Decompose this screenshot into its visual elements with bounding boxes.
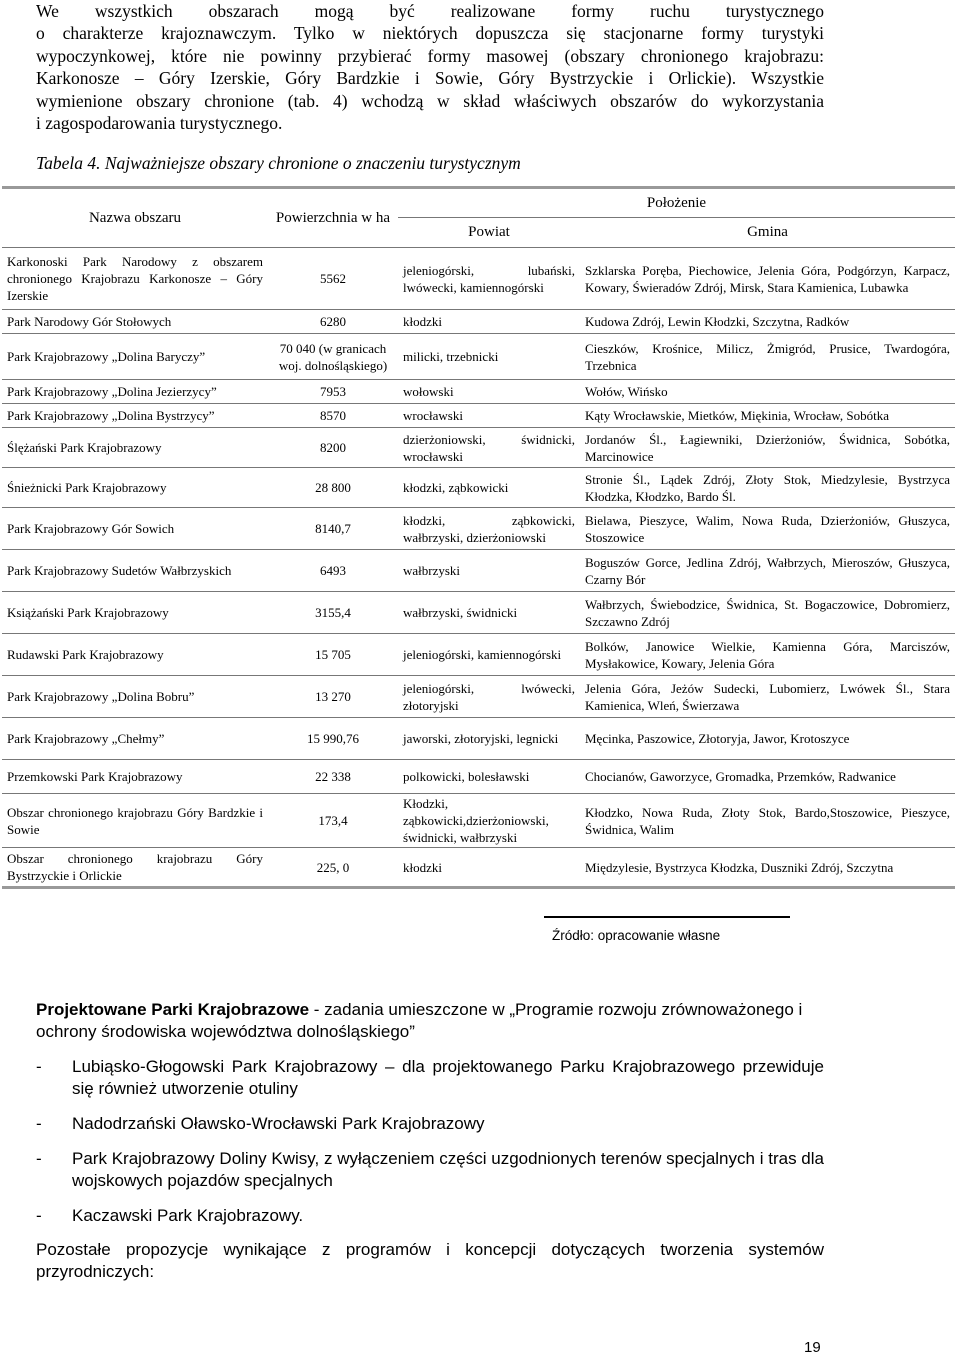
table-row — [2, 310, 955, 334]
cell-area-name: Śnieżnicki Park Krajobrazowy — [2, 468, 268, 508]
cell-area-size: 8200 — [268, 428, 398, 468]
source-note: Źródło: opracowanie własne — [552, 928, 721, 943]
cell-commune: Kłodzko, Nowa Ruda, Złoty Stok, Bardo,Stoszowice, Pieszyce, Świdnica, Walim — [580, 794, 955, 848]
cell-area-name: Przemkowski Park Krajobrazowy — [2, 760, 268, 794]
cell-area-size: 28 800 — [268, 468, 398, 508]
closing-line: przyrodniczych: — [36, 1262, 155, 1281]
table-row — [2, 468, 955, 508]
cell-area-size: 5562 — [268, 248, 398, 310]
cell-county: wołowski — [398, 380, 580, 404]
cell-area-size: 13 270 — [268, 676, 398, 718]
cell-area-size: 8570 — [268, 404, 398, 428]
cell-area-size: 15 990,76 — [268, 718, 398, 760]
cell-area-size: 6280 — [268, 310, 398, 334]
cell-county: wałbrzyski — [398, 550, 580, 592]
cell-area-name: Obszar chronionego krajobrazu Góry Bystrzyckie i Orlickie — [2, 848, 268, 888]
table-row — [2, 508, 955, 550]
table-row — [2, 794, 955, 848]
cell-county: jeleniogórski, kamiennogórski — [398, 634, 580, 676]
cell-county: jeleniogórski, lwówecki, złotoryjski — [398, 676, 580, 718]
header-commune: Gmina — [580, 218, 955, 248]
cell-county: dzierżoniowski, świdnicki, wrocławski — [398, 428, 580, 468]
cell-area-size: 70 040 (w granicach woj. dolnośląskiego) — [268, 334, 398, 380]
cell-commune: Międzylesie, Bystrzyca Kłodzka, Duszniki Zdrój, Szczytna — [580, 848, 955, 888]
cell-area-name: Park Krajobrazowy „Dolina Jezierzycy” — [2, 380, 268, 404]
cell-area-size: 22 338 — [268, 760, 398, 794]
intro-line: wypoczynkowej, które nie powinny przybierać formy masowej (obszary chronionego krajobrazu: — [36, 45, 824, 66]
page-number: 19 — [804, 1339, 821, 1356]
table-row — [2, 676, 955, 718]
cell-commune: Jelenia Góra, Jeżów Sudecki, Lubomierz, Lwówek Śl., Stara Kamienica, Wleń, Świerzawa — [580, 676, 955, 718]
protected-areas-table — [2, 186, 955, 889]
cell-area-name: Park Krajobrazowy „Dolina Bobru” — [2, 676, 268, 718]
list-item — [36, 1113, 824, 1137]
cell-area-size: 225, 0 — [268, 848, 398, 888]
cell-commune: Kąty Wrocławskie, Mietków, Miękinia, Wrocław, Sobótka — [580, 404, 955, 428]
table-row — [2, 404, 955, 428]
table-row — [2, 760, 955, 794]
cell-commune: Męcinka, Paszowice, Złotoryja, Jawor, Krotoszyce — [580, 718, 955, 760]
cell-county: wrocławski — [398, 404, 580, 428]
cell-commune: Cieszków, Krośnice, Milicz, Żmigród, Prusice, Twardogóra, Trzebnica — [580, 334, 955, 380]
cell-commune: Bolków, Janowice Wielkie, Kamienna Góra, Marciszów, Mysłakowice, Kowary, Jelenia Góra — [580, 634, 955, 676]
cell-area-name: Rudawski Park Krajobrazowy — [2, 634, 268, 676]
cell-area-size: 7953 — [268, 380, 398, 404]
cell-area-size: 6493 — [268, 550, 398, 592]
projected-parks-desc: - zadania umieszczone w „Programie rozwoju zrównoważonego i ochrony środowiska województwa dolnośląskiego” — [36, 1000, 803, 1041]
cell-commune: Jordanów Śl., Łagiewniki, Dzierżoniów, Świdnica, Sobótka, Marcinowice — [580, 428, 955, 468]
cell-county: jaworski, złotoryjski, legnicki — [398, 718, 580, 760]
cell-county: kłodzki, ząbkowicki, wałbrzyski, dzierżoniowski — [398, 508, 580, 550]
cell-commune: Stronie Śl., Lądek Zdrój, Złoty Stok, Miedzylesie, Bystrzyca Kłodzka, Kłodzko, Bardo Śl. — [580, 468, 955, 508]
table-row — [2, 592, 955, 634]
cell-commune: Wałbrzych, Świebodzice, Świdnica, St. Bogaczowice, Dobromierz, Szczawno Zdrój — [580, 592, 955, 634]
cell-area-name: Park Krajobrazowy „Dolina Bystrzycy” — [2, 404, 268, 428]
source-rule — [544, 916, 790, 918]
cell-area-name: Park Krajobrazowy „Chełmy” — [2, 718, 268, 760]
table-row — [2, 718, 955, 760]
intro-line: wymienione obszary chronione (tab. 4) wchodzą w skład właściwych obszarów do wykorzystania — [36, 90, 824, 111]
table-row — [2, 634, 955, 676]
list-dash: - — [36, 1206, 42, 1225]
cell-commune: Wołów, Wińsko — [580, 380, 955, 404]
cell-area-name: Park Narodowy Gór Stołowych — [2, 310, 268, 334]
cell-county: polkowicki, bolesławski — [398, 760, 580, 794]
cell-area-size: 8140,7 — [268, 508, 398, 550]
cell-area-size: 173,4 — [268, 794, 398, 848]
table-body — [2, 248, 955, 888]
projected-parks-title: Projektowane Parki Krajobrazowe — [36, 1000, 310, 1019]
cell-commune: Szklarska Poręba, Piechowice, Jelenia Góra, Podgórzyn, Karpacz, Kowary, Świeradów Zdrój, Mirsk, Stara Kamienica, Lubawka — [580, 248, 955, 310]
list-item-text: Nadodrzański Oławsko-Wrocławski Park Krajobrazowy — [72, 1114, 485, 1133]
cell-county: wałbrzyski, świdnicki — [398, 592, 580, 634]
closing-line: Pozostałe propozycje wynikające z programów i koncepcji dotyczących tworzenia systemów — [36, 1240, 824, 1259]
cell-county: kłodzki — [398, 310, 580, 334]
cell-county: milicki, trzebnicki — [398, 334, 580, 380]
list-item — [36, 1056, 824, 1102]
list-item-text: Lubiąsko-Głogowski Park Krajobrazowy – dla projektowanego Parku Krajobrazowego przewiduje się również utworzenie otuliny — [72, 1057, 824, 1098]
intro-paragraph — [36, 0, 824, 134]
table-caption: Tabela 4. Najważniejsze obszary chronione o znaczeniu turystycznym — [36, 153, 521, 173]
cell-area-size: 3155,4 — [268, 592, 398, 634]
closing-paragraph — [36, 1239, 824, 1283]
table-row — [2, 380, 955, 404]
table-row — [2, 334, 955, 380]
cell-area-name: Ślężański Park Krajobrazowy — [2, 428, 268, 468]
cell-area-name: Park Krajobrazowy „Dolina Baryczy” — [2, 334, 268, 380]
header-location: Położenie — [398, 188, 955, 218]
cell-area-name: Park Krajobrazowy Gór Sowich — [2, 508, 268, 550]
cell-area-name: Książański Park Krajobrazowy — [2, 592, 268, 634]
list-item — [36, 1205, 824, 1229]
cell-county: jeleniogórski, lubański, lwówecki, kamiennogórski — [398, 248, 580, 310]
intro-line: o charakterze krajoznawczym. Tylko w niektórych dopuszcza się stacjonarne formy turystyki — [36, 23, 824, 44]
intro-line: Karkonosze – Góry Izerskie, Góry Bardzkie i Sowie, Góry Bystrzyckie i Orlickie). Wszystkie — [36, 68, 824, 89]
cell-commune: Boguszów Gorce, Jedlina Zdrój, Wałbrzych, Mieroszów, Głuszyca, Czarny Bór — [580, 550, 955, 592]
table-row — [2, 428, 955, 468]
cell-county: Kłodzki, ząbkowicki,dzierżoniowski, świdnicki, wałbrzyski — [398, 794, 580, 848]
intro-line: i zagospodarowania turystycznego. — [36, 113, 283, 134]
cell-county: kłodzki, ząbkowicki — [398, 468, 580, 508]
list-item-text: Kaczawski Park Krajobrazowy. — [72, 1206, 304, 1225]
cell-county: kłodzki — [398, 848, 580, 888]
list-item-text: Park Krajobrazowy Doliny Kwisy, z wyłączeniem części uzgodnionych terenów specjalnych i tras dla wojskowych pojazdów specjalnych — [72, 1149, 824, 1190]
list-dash: - — [36, 1149, 42, 1168]
list-dash: - — [36, 1114, 42, 1133]
cell-commune: Bielawa, Pieszyce, Walim, Nowa Ruda, Dzierżoniów, Głuszyca, Stoszowice — [580, 508, 955, 550]
table-row — [2, 248, 955, 310]
cell-area-name: Park Krajobrazowy Sudetów Wałbrzyskich — [2, 550, 268, 592]
list-item — [36, 1148, 824, 1194]
cell-commune: Kudowa Zdrój, Lewin Kłodzki, Szczytna, Radków — [580, 310, 955, 334]
cell-area-size: 15 705 — [268, 634, 398, 676]
header-area: Powierzchnia w ha — [268, 188, 398, 248]
cell-area-name: Obszar chronionego krajobrazu Góry Bardzkie i Sowie — [2, 794, 268, 848]
list-dash: - — [36, 1057, 42, 1076]
header-county: Powiat — [398, 218, 580, 248]
header-name: Nazwa obszaru — [2, 188, 268, 248]
intro-line: We wszystkich obszarach mogą być realizowane formy ruchu turystycznego — [36, 1, 824, 21]
table-row — [2, 550, 955, 592]
cell-area-name: Karkonoski Park Narodowy z obszarem chronionego Krajobrazu Karkonosze – Góry Izerskie — [2, 248, 268, 310]
cell-commune: Chocianów, Gaworzyce, Gromadka, Przemków, Radwanice — [580, 760, 955, 794]
table-row — [2, 848, 955, 888]
projected-parks-heading — [36, 999, 824, 1043]
